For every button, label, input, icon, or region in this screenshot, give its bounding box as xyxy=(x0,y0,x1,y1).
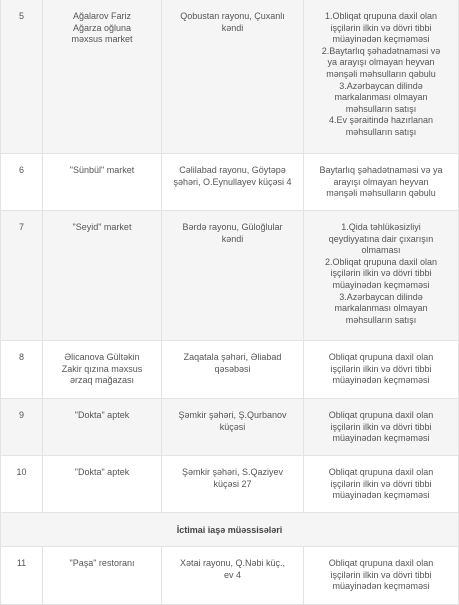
text-line: Zaqatala şəhəri, Əliabad xyxy=(183,352,282,362)
text-line: arayışı olmayan heyvan xyxy=(333,176,429,187)
entity-name xyxy=(43,399,162,456)
text-line: 4.Ev şəraitində hazırlanan xyxy=(328,115,434,126)
text-line: Obliqat qrupuna daxil olan xyxy=(328,352,434,362)
entity-address xyxy=(162,211,304,341)
text-line: məxsus market xyxy=(71,34,133,45)
text-line: 3.Azərbaycan dilində xyxy=(339,291,423,302)
text-line: 2.Baytarlıq şəhadətnaməsi və xyxy=(321,45,441,56)
row-number: 7 xyxy=(1,211,43,341)
text-line: Xətai rayonu, Q.Nəbi küç., xyxy=(179,558,286,568)
violations xyxy=(304,341,459,399)
text-line: işçilərin ilkin və dövri tibbi xyxy=(330,569,432,580)
violations xyxy=(304,547,459,605)
text-line: işçilərin ilkin və dövri tibbi xyxy=(330,363,432,374)
text-line: qəsəbəsi xyxy=(214,363,251,374)
text-line: "Dokta" aptek xyxy=(74,467,130,477)
text-line: şəhəri, O.Eynullayev küçəsi 4 xyxy=(173,176,292,187)
table-row xyxy=(1,399,459,456)
entity-name xyxy=(43,211,162,341)
text-line: "Paşa" restoranı xyxy=(69,558,135,568)
entity-address xyxy=(162,341,304,399)
text-line: işçilərin ilkin və dövri tibbi xyxy=(330,268,432,279)
entity-name xyxy=(43,154,162,211)
text-line: Şəmkir şəhəri, S.Qaziyev xyxy=(181,467,284,477)
text-line: müayinədən keçməməsi xyxy=(332,433,430,444)
text-line: markalanması olmayan xyxy=(334,92,428,103)
table-row xyxy=(1,0,459,154)
text-line: Obliqat qrupuna daxil olan xyxy=(328,558,434,568)
entity-address xyxy=(162,399,304,456)
text-line: müayinədən keçməməsi xyxy=(332,34,430,45)
text-line: 2.Obliqat qrupuna daxil olan xyxy=(324,256,438,267)
violations xyxy=(304,399,459,456)
text-line: Ağarza oğluna xyxy=(72,22,132,33)
text-line: Şəmkir şəhəri, Ş.Qurbanov xyxy=(178,410,287,420)
text-line: işçilərin ilkin və dövri tibbi xyxy=(330,478,432,489)
entity-name xyxy=(43,547,162,605)
text-line: müayinədən keçməməsi xyxy=(332,375,430,386)
text-line: markalanması olmayan xyxy=(334,303,428,314)
row-number: 9 xyxy=(1,399,43,456)
entity-address xyxy=(162,0,304,154)
violations xyxy=(304,456,459,513)
text-line: ya arayışı olmayan heyvan xyxy=(327,57,435,68)
violations xyxy=(304,0,459,154)
row-number: 6 xyxy=(1,154,43,211)
text-line: 1.Qida təhlükəsizliyi xyxy=(341,222,421,232)
violations xyxy=(304,154,459,211)
table-row xyxy=(1,547,459,605)
entity-address xyxy=(162,547,304,605)
entity-name xyxy=(43,456,162,513)
text-line: küçəsi 27 xyxy=(213,478,252,489)
text-line: Qobustan rayonu, Çuxanlı xyxy=(180,11,285,21)
text-line: məhsulların satışı xyxy=(345,126,417,137)
entity-name xyxy=(43,0,162,154)
text-line: "Seyid" market xyxy=(72,222,132,232)
text-line: məhsulların satışı xyxy=(345,103,417,114)
text-line: 1.Obliqat qrupuna daxil olan xyxy=(324,11,438,21)
text-line: ev 4 xyxy=(223,569,241,580)
table-row xyxy=(1,341,459,399)
text-line: 3.Azərbaycan dilində xyxy=(339,80,423,91)
table-row xyxy=(1,211,459,341)
section-header-row xyxy=(1,513,459,547)
row-number: 11 xyxy=(1,547,43,605)
entity-name xyxy=(43,341,162,399)
text-line: kəndi xyxy=(221,233,244,244)
text-line: Obliqat qrupuna daxil olan xyxy=(328,467,434,477)
text-line: Bərdə rayonu, Güloğlular xyxy=(182,222,283,232)
text-line: müayinədən keçməməsi xyxy=(332,581,430,592)
text-line: "Dokta" aptek xyxy=(74,410,130,420)
text-line: Ağalarov Fariz xyxy=(72,11,132,21)
row-number: 5 xyxy=(1,0,43,154)
text-line: məhsulların satışı xyxy=(345,314,417,325)
text-line: küçəsi xyxy=(219,421,246,432)
table-row xyxy=(1,456,459,513)
text-line: Baytarlıq şəhadətnaməsi və ya xyxy=(319,165,443,175)
row-number: 10 xyxy=(1,456,43,513)
text-line: "Sünbül" market xyxy=(69,165,135,175)
text-line: işçilərin ilkin və dövri tibbi xyxy=(330,22,432,33)
section-title: İctimai iaşə müəssisələri xyxy=(1,513,459,547)
text-line: müayinədən keçməməsi xyxy=(332,490,430,501)
text-line: olmaması xyxy=(361,245,401,256)
text-line: müayinədən keçməməsi xyxy=(332,279,430,290)
table-row xyxy=(1,154,459,211)
entity-address xyxy=(162,456,304,513)
text-line: kəndi xyxy=(221,22,244,33)
text-line: Zakir qızına məxsus xyxy=(61,363,143,374)
text-line: qeydiyyatına dair çıxarışın xyxy=(328,233,434,244)
text-line: mənşəli məhsulların qəbulu xyxy=(326,188,436,199)
row-number: 8 xyxy=(1,341,43,399)
text-line: Obliqat qrupuna daxil olan xyxy=(328,410,434,420)
text-line: Cəlilabad rayonu, Göytəpə xyxy=(179,165,286,175)
entity-address xyxy=(162,154,304,211)
text-line: ərzaq mağazası xyxy=(69,375,135,386)
text-line: Əlicanova Gültəkin xyxy=(64,352,140,362)
text-line: işçilərin ilkin və dövri tibbi xyxy=(330,421,432,432)
text-line: mənşəli məhsulların qəbulu xyxy=(326,68,436,79)
violations xyxy=(304,211,459,341)
